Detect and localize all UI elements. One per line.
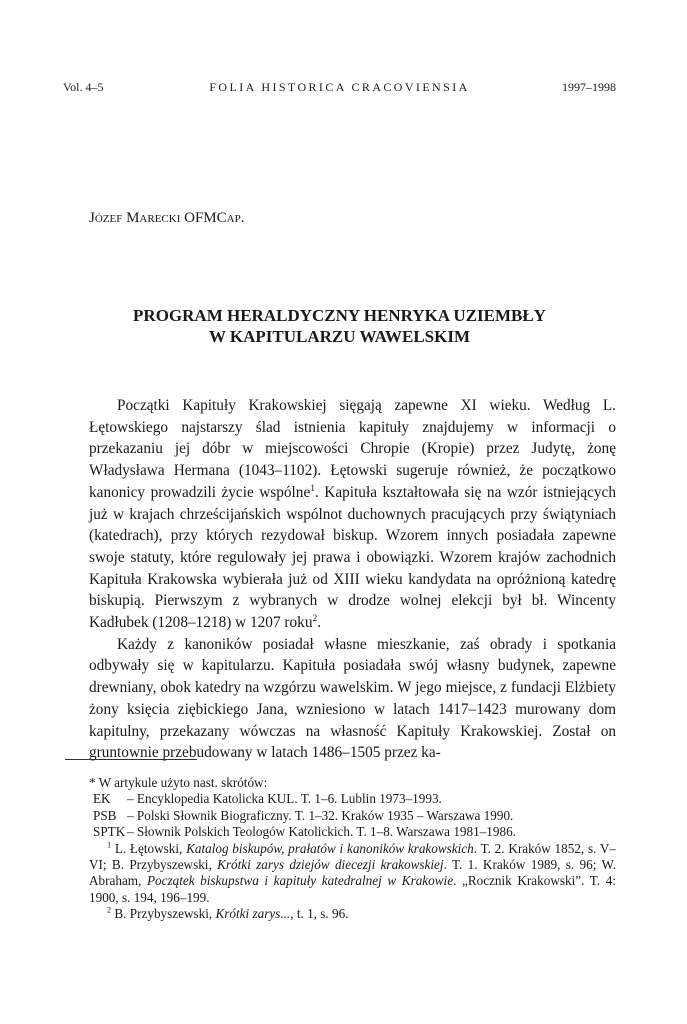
- paragraph-text: Początki Kapituły Krakowskiej sięgają zapewne XI wieku. Według L. Łętowskiego najstarszy ślad istnienia kapituły znajdujemy w informacji o przekazaniu jej dóbr w miejscowości Chropie (Kropie) przez Judytę, żonę Władysława Hermana (1043–1102). Łętowski sugeruje również, że początkowo kanonicy prowadzili życie wspólne: [89, 397, 616, 501]
- author-name: Józef Marecki OFMCap.: [89, 210, 245, 226]
- footnote-text: . T. 1. Kraków 1989, s. 96; W. Abraham,: [89, 857, 616, 889]
- footnote-text: B. Przybyszewski,: [111, 906, 216, 922]
- footnote-text: . T. 2. Kraków 1852, s. V–VI; B. Przybyszewski,: [89, 840, 617, 873]
- article-body: [89, 395, 616, 764]
- paragraph-text: . Kapituła kształtowała się na wzór istniejących już w krajach chrześcijańskich wspólnot duchownych pracujących przy świątyniach (katedrach), przy których rezydował biskup. Wzorem innych posiadała zapewne swoje statuty, które regulowały jej prawa i obowiązki. Wzorem krajów zachodnich Kapituła Krakowska wybierała już od XIII wieku kandydata na opróżnioną katedrę biskupią. Pierwszym z wybranych w drodze wolnej elekcji był bł. Wincenty Kadłubek (1208–1218) w 1207 roku: [89, 483, 616, 632]
- cited-title: Krótki zarys dziejów diecezji krakowskiej: [217, 857, 444, 873]
- footnote-number: 2: [107, 905, 112, 915]
- article-title: [63, 305, 616, 347]
- footnote-text: L. Łętowski,: [111, 840, 187, 856]
- cited-title: Katalog biskupów, prałatów i kanoników krakowskich: [186, 840, 474, 856]
- footnote-separator: [65, 759, 197, 760]
- abbreviation-key: EK: [93, 791, 111, 807]
- volume-number: Vol. 4–5: [63, 80, 104, 94]
- cited-title: Początek biskupstwa i kapituły katedralnej w Krakowie: [146, 873, 454, 889]
- title-line-1: PROGRAM HERALDYCZNY HENRYKA UZIEMBŁY: [133, 306, 546, 325]
- abbreviation-row: [93, 808, 616, 824]
- publication-years: 1997–1998: [562, 80, 616, 94]
- abbreviation-value: – Słownik Polskich Teologów Katolickich. T. 1–8. Warszawa 1981–1986.: [127, 824, 516, 840]
- abbreviation-value: – Polski Słownik Biograficzny. T. 1–32. Kraków 1935 – Warszawa 1990.: [127, 807, 514, 823]
- abbreviation-key: PSB: [93, 807, 117, 823]
- footnote-number: 1: [107, 840, 112, 850]
- footnote-text: . „Rocznik Krakowski”. T. 4: 1900, s. 194, 196–199.: [89, 873, 616, 905]
- journal-title: FOLIA HISTORICA CRACOVIENSIA: [209, 80, 470, 94]
- footnote-ref-2: 2: [312, 613, 318, 624]
- abbreviation-value: – Encyklopedia Katolicka KUL. T. 1–6. Lublin 1973–1993.: [127, 791, 442, 807]
- footnote-text: , t. 1, s. 96.: [290, 906, 349, 922]
- footnote-1: [89, 841, 616, 907]
- footnote-2: [89, 906, 616, 922]
- footnote-ref-1: 1: [310, 483, 315, 494]
- body-paragraph-2: Każdy z kanoników posiadał własne mieszkanie, zaś obrady i spotkania odbywały się w kapitularzu. Kapituła posiadała swój własny budynek, zapewne drewniany, obok katedry na wzgórzu wawelskim. W jego miejsce, z fundacji Elżbiety żony księcia ziębickiego Jana, wzniesiono w latach 1417–1423 murowany dom kapitulny, przekazany wówczas na własność Kapituły Krakowskiej. Został on gruntownie przebudowany w latach 1486–1505 przez ka-: [89, 635, 616, 762]
- footnotes: [89, 775, 616, 923]
- abbreviations-intro: * W artykule użyto nast. skrótów:: [89, 775, 268, 790]
- abbreviation-row: [93, 791, 616, 807]
- running-head: [63, 79, 616, 95]
- cited-title: Krótki zarys...: [215, 906, 291, 922]
- body-paragraph-1: [89, 395, 616, 634]
- abbreviation-row: [93, 824, 616, 840]
- paragraph-text: .: [317, 614, 322, 632]
- title-line-2: W KAPITULARZU WAWELSKIM: [208, 327, 471, 346]
- abbreviation-key: SPTK: [93, 824, 126, 840]
